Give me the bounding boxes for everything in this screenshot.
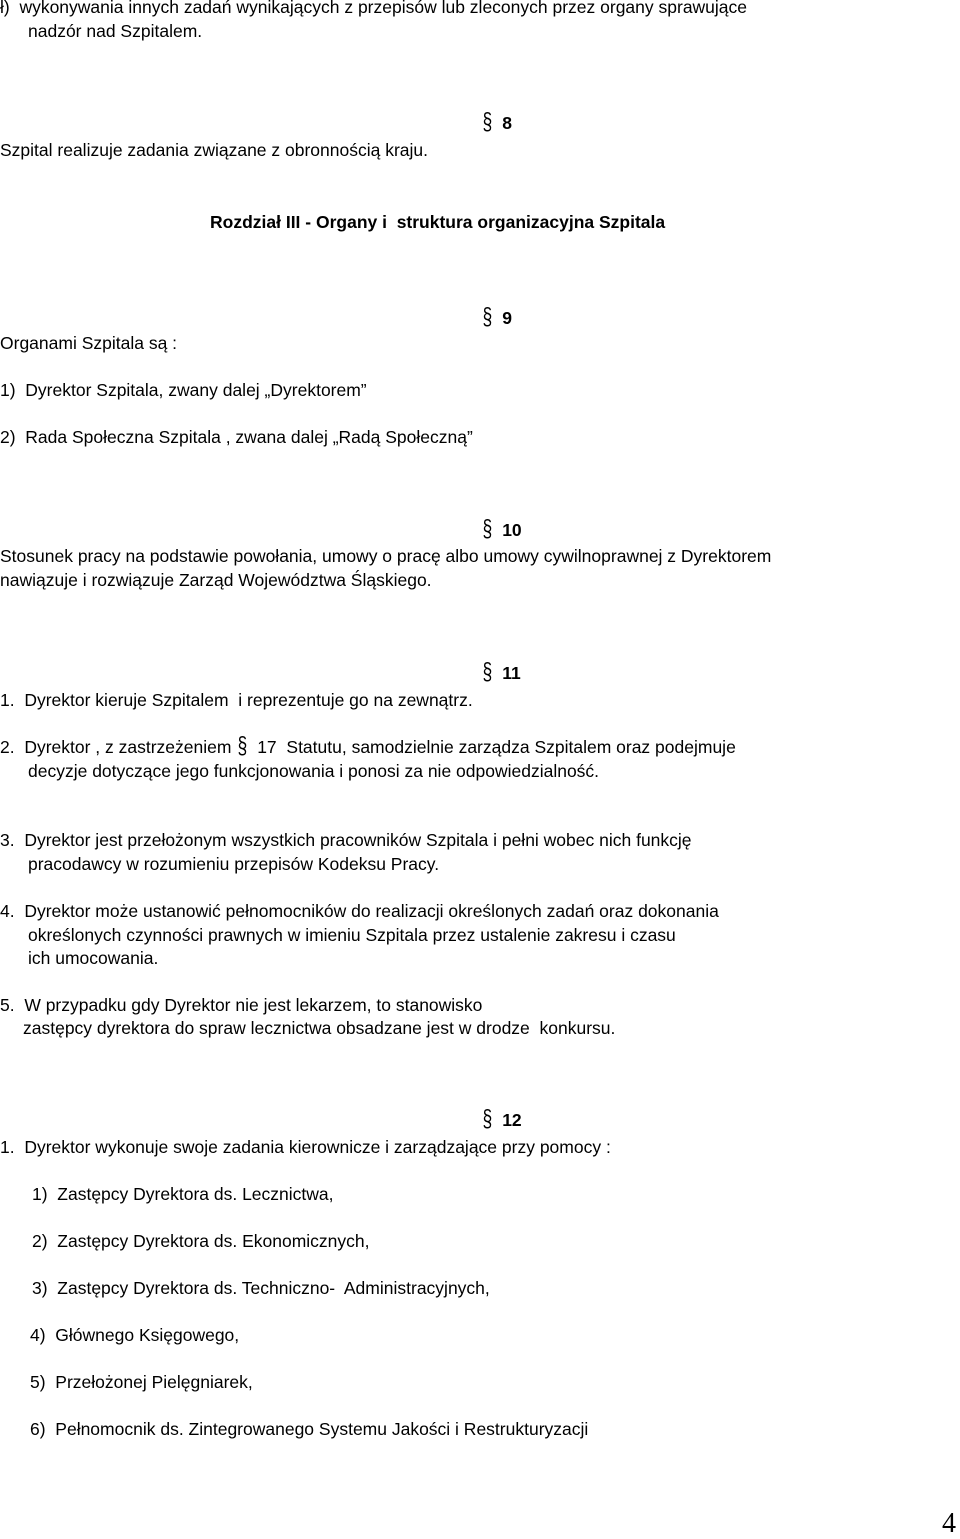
section-11-item-2-line2: decyzje dotyczące jego funkcjonowania i ponosi za nie odpowiedzialność. bbox=[28, 761, 600, 781]
section-mark: § bbox=[482, 303, 493, 331]
section-mark: § bbox=[482, 108, 493, 136]
item-l-line1: ł) wykonywania innych zadań wynikających z przepisów lub zleconych przez organy sprawujące bbox=[0, 0, 748, 17]
section-number: 10 bbox=[502, 520, 522, 541]
section-11-item-4-line3: ich umocowania. bbox=[28, 948, 159, 968]
list-item: 2) Rada Społeczna Szpitala , zwana dalej „Radą Społeczną” bbox=[0, 427, 473, 447]
section-11-item-3-line2: pracodawcy w rozumieniu przepisów Kodeksu Pracy. bbox=[28, 854, 440, 874]
list-item: 4) Głównego Księgowego, bbox=[30, 1325, 240, 1345]
section-11-item-4-line2: określonych czynności prawnych w imieniu Szpitala przez ustalenie zakresu i czasu bbox=[28, 925, 676, 945]
section-8-text: Szpital realizuje zadania związane z obronnością kraju. bbox=[0, 140, 429, 160]
item-2-text-before: 2. Dyrektor , z zastrzeżeniem bbox=[0, 737, 232, 757]
section-12-lead: 1. Dyrektor wykonuje swoje zadania kierownicze i zarządzające przy pomocy : bbox=[0, 1137, 611, 1157]
list-item: 1) Zastępcy Dyrektora ds. Lecznictwa, bbox=[32, 1184, 334, 1204]
section-mark: § bbox=[482, 658, 493, 686]
item-l-line2: nadzór nad Szpitalem. bbox=[28, 21, 203, 41]
section-8-heading bbox=[463, 93, 512, 153]
section-number: 11 bbox=[502, 663, 521, 684]
list-item: 6) Pełnomocnik ds. Zintegrowanego Systemu Jakości i Restrukturyzacji bbox=[30, 1419, 589, 1439]
section-9-heading bbox=[463, 288, 512, 348]
section-11-item-2-line1 bbox=[0, 732, 736, 760]
section-11-item-5-line1: 5. W przypadku gdy Dyrektor nie jest lekarzem, to stanowisko bbox=[0, 995, 483, 1015]
section-9-lead: Organami Szpitala są : bbox=[0, 333, 178, 353]
list-item: 5) Przełożonej Pielęgniarek, bbox=[30, 1372, 253, 1392]
page-number: 4 bbox=[942, 1508, 956, 1539]
section-mark: § bbox=[237, 732, 248, 760]
section-number: 8 bbox=[502, 113, 512, 134]
list-item: 3) Zastępcy Dyrektora ds. Techniczno- Administracyjnych, bbox=[32, 1278, 490, 1298]
section-10-line2: nawiązuje i rozwiązuje Zarząd Województwa Śląskiego. bbox=[0, 570, 432, 590]
item-2-text-after: 17 Statutu, samodzielnie zarządza Szpitalem oraz podejmuje bbox=[257, 737, 736, 757]
chapter-title: Rozdział III - Organy i struktura organizacyjna Szpitala bbox=[210, 212, 666, 232]
section-10-line1: Stosunek pracy na podstawie powołania, umowy o pracę albo umowy cywilnoprawnej z Dyrektorem bbox=[0, 546, 772, 566]
list-item: 1) Dyrektor Szpitala, zwany dalej „Dyrektorem” bbox=[0, 380, 367, 400]
section-number: 9 bbox=[502, 308, 512, 329]
list-item: 2) Zastępcy Dyrektora ds. Ekonomicznych, bbox=[32, 1231, 370, 1251]
section-11-item-3-line1: 3. Dyrektor jest przełożonym wszystkich pracowników Szpitala i pełni wobec nich funkcję bbox=[0, 830, 692, 850]
section-11-item-4-line1: 4. Dyrektor może ustanowić pełnomocników do realizacji określonych zadań oraz dokonania bbox=[0, 901, 719, 921]
section-number: 12 bbox=[502, 1110, 522, 1131]
section-mark: § bbox=[482, 515, 493, 543]
section-11-item-5-line2: zastępcy dyrektora do spraw lecznictwa obsadzane jest w drodze konkursu. bbox=[23, 1018, 616, 1038]
section-mark: § bbox=[482, 1105, 493, 1133]
section-11-item-1: 1. Dyrektor kieruje Szpitalem i reprezentuje go na zewnątrz. bbox=[0, 690, 473, 710]
